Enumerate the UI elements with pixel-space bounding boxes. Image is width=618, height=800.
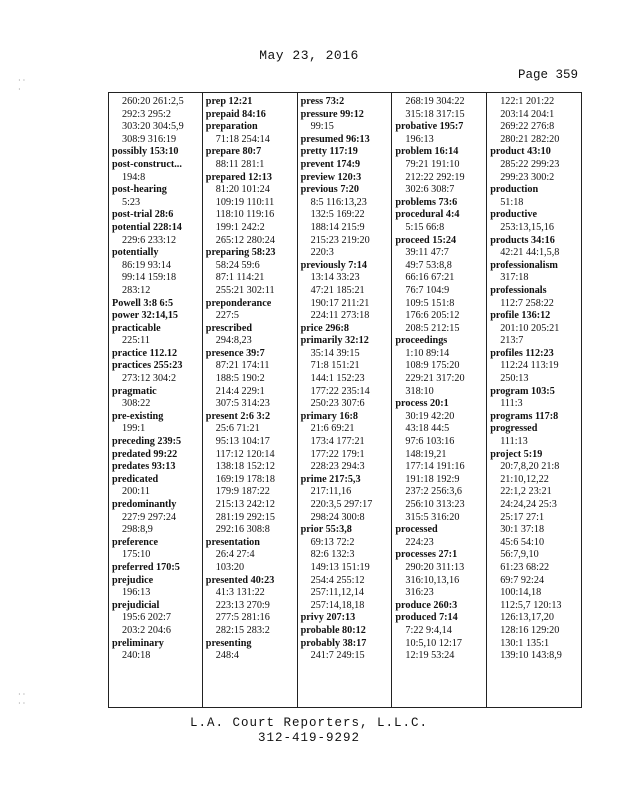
index-entry-refs: 43:18 44:5	[405, 423, 450, 435]
index-entry-word: professionals	[490, 284, 547, 296]
index-entry-word: productive	[490, 209, 537, 221]
index-entry-refs: 223:13 270:9	[215, 599, 270, 611]
index-entry-word: predates 93:13	[112, 461, 176, 473]
footer-reporter-name: L.A. Court Reporters, L.L.C.	[189, 716, 429, 730]
index-column-2	[203, 93, 298, 707]
index-entry-refs: 45:6 54:10	[500, 536, 545, 548]
index-entry-refs: 224:23	[405, 536, 434, 548]
index-entry-word: prep 12:21	[205, 96, 253, 107]
index-entry-refs: 39:11 47:7	[405, 247, 449, 259]
index-entry-refs: 109:5 151:8	[405, 297, 455, 309]
index-entry-refs: 86:19 93:14	[122, 259, 171, 271]
index-entry-refs: 212:22 292:19	[405, 171, 465, 183]
index-entry-refs: 194:8	[122, 171, 146, 183]
index-entry-word: preceding 239:5	[112, 436, 182, 448]
index-entry-refs: 282:15 283:2	[215, 624, 270, 636]
index-entry-refs: 111:13	[500, 436, 528, 448]
index-entry-refs: 253:13,15,16	[500, 221, 554, 233]
index-entry-refs: 229:6 233:12	[122, 234, 177, 246]
index-entry-word: produce 260:3	[395, 599, 458, 611]
index-entry-refs: 148:19,21	[405, 448, 447, 460]
index-entry-refs: 126:13,17,20	[500, 612, 554, 624]
index-entry-word: previous 7:20	[300, 184, 359, 196]
index-entry-refs: 195:6 202:7	[122, 612, 171, 624]
index-entry-word: project 5:19	[490, 448, 543, 460]
index-entry-word: prepare 80:7	[205, 146, 262, 158]
index-entry-refs: 79:21 191:10	[405, 158, 460, 170]
index-entry-word: predominantly	[112, 499, 177, 510]
index-entry-refs: 220:3,5 297:17	[310, 499, 373, 510]
index-entry-word: product 43:10	[490, 146, 551, 158]
index-entry-refs: 177:22 235:14	[310, 385, 370, 397]
index-entry-word: presence 39:7	[205, 347, 265, 359]
index-entry-refs: 95:13 104:17	[215, 436, 270, 448]
index-entry-word: products 34:16	[490, 234, 555, 246]
index-entry-refs: 35:14 39:15	[310, 347, 360, 359]
index-entry-refs: 196:13	[122, 587, 151, 599]
index-entry-refs: 199:1 242:2	[215, 221, 265, 233]
index-entry-refs: 30:1 37:18	[500, 524, 545, 536]
index-entry-refs: 220:3	[310, 247, 334, 259]
index-entry-refs: 188:14 215:9	[310, 221, 365, 233]
index-entry-refs: 256:10 313:23	[405, 499, 465, 510]
index-entry-refs: 41:3 131:22	[215, 587, 265, 599]
index-entry-refs: 8:5 116:13,23	[310, 196, 367, 208]
index-entry-refs: 58:24 59:6	[215, 259, 260, 271]
index-entry-refs: 30:19 42:20	[405, 410, 455, 422]
index-entry-word: present 2:6 3:2	[205, 410, 271, 422]
index-entry-refs: 173:4 177:21	[310, 436, 365, 448]
index-entry-word: prejudice	[112, 574, 154, 586]
index-entry-word: prior 55:3,8	[300, 524, 352, 536]
index-entry-refs: 308:22	[122, 398, 151, 410]
index-entry-word: press 73:2	[300, 96, 345, 107]
index-entry-refs: 257:11,12,14	[310, 587, 364, 599]
index-entry-refs: 316:10,13,16	[405, 574, 460, 586]
index-entry-refs: 87:1 114:21	[215, 272, 265, 284]
index-entry-refs: 5:23	[122, 196, 141, 208]
index-entry-refs: 257:14,18,18	[310, 599, 365, 611]
index-entry-refs: 25:6 71:21	[215, 423, 260, 435]
index-column-3	[298, 93, 393, 707]
index-entry-word: Powell 3:8 6:5	[112, 297, 174, 309]
index-entry-word: prime 217:5,3	[300, 473, 361, 485]
index-column-5	[487, 93, 582, 707]
index-entry-word: problems 73:6	[395, 196, 458, 208]
index-entry-word: presentation	[205, 536, 260, 548]
index-entry-refs: 42:21 44:1,5,8	[500, 247, 560, 259]
index-entry-refs: 128:16 129:20	[500, 624, 560, 636]
index-entry-word: possibly 153:10	[112, 146, 179, 158]
index-entry-refs: 138:18 152:12	[215, 461, 275, 473]
index-entry-word: process 20:1	[395, 398, 449, 410]
index-entry-word: power 32:14,15	[112, 310, 179, 322]
index-entry-refs: 203:14 204:1	[500, 108, 555, 120]
index-entry-refs: 299:23 300:2	[500, 171, 555, 183]
index-entry-word: programs 117:8	[490, 410, 559, 422]
index-entry-refs: 100:14,18	[500, 587, 542, 599]
index-entry-refs: 7:22 9:4,14	[405, 624, 452, 636]
index-entry-refs: 224:11 273:18	[310, 310, 370, 322]
index-entry-word: preponderance	[205, 297, 272, 309]
index-entry-refs: 260:20 261:2,5	[122, 96, 184, 107]
index-entry-refs: 191:18 192:9	[405, 473, 460, 485]
index-entry-refs: 315:18 317:15	[405, 108, 465, 120]
index-entry-refs: 175:10	[122, 549, 151, 561]
index-entry-refs: 1:10 89:14	[405, 347, 450, 359]
index-entry-word: practice 112.12	[112, 347, 178, 359]
index-entry-word: preview 120:3	[300, 171, 362, 183]
index-entry-refs: 99:15	[310, 121, 334, 133]
index-entry-word: processes 27:1	[395, 549, 458, 561]
index-entry-refs: 228:23 294:3	[310, 461, 365, 473]
index-entry-refs: 241:7 249:15	[310, 650, 365, 662]
index-entry-word: preparation	[205, 121, 258, 133]
index-entry-refs: 22:1,2 23:21	[500, 486, 552, 498]
index-entry-refs: 227:9 297:24	[122, 511, 177, 523]
index-entry-refs: 112:24 113:19	[500, 360, 559, 372]
index-entry-refs: 203:2 204:6	[122, 624, 171, 636]
index-entry-refs: 215:13 242:12	[215, 499, 275, 510]
index-entry-refs: 318:10	[405, 385, 434, 397]
index-entry-word: prejudicial	[112, 599, 160, 611]
index-entry-refs: 169:19 178:18	[215, 473, 275, 485]
index-entry-word: potential 228:14	[112, 221, 182, 233]
index-entry-word: probative 195:7	[395, 121, 464, 133]
index-entry-word: proceed 15:24	[395, 234, 457, 246]
index-entry-word: primary 16:8	[300, 410, 359, 422]
index-column-4	[392, 93, 487, 707]
index-entry-refs: 112:5,7 120:13	[500, 599, 562, 611]
index-entry-word: prepaid 84:16	[205, 108, 266, 120]
index-entry-refs: 225:11	[122, 335, 150, 347]
index-entry-word: prepared 12:13	[205, 171, 272, 183]
index-entry-word: post-hearing	[112, 184, 167, 196]
index-entry-word: post-construct...	[112, 158, 182, 170]
index-entry-word: presented 40:23	[205, 574, 275, 586]
index-entry-refs: 139:10 143:8,9	[500, 650, 562, 662]
index-entry-refs: 280:21 282:20	[500, 133, 560, 145]
index-entry-word: proceedings	[395, 335, 448, 347]
index-entry-word: pragmatic	[112, 385, 157, 397]
index-entry-refs: 188:5 190:2	[215, 373, 265, 385]
word-index-table	[108, 92, 582, 708]
index-entry-refs: 298:24 300:8	[310, 511, 365, 523]
index-entry-refs: 307:5 314:23	[215, 398, 270, 410]
index-entry-word: probable 80:12	[300, 624, 366, 636]
index-entry-refs: 21:6 69:21	[310, 423, 355, 435]
index-entry-refs: 81:20 101:24	[215, 184, 270, 196]
index-entry-refs: 111:3	[500, 398, 523, 410]
index-entry-refs: 268:19 304:22	[405, 96, 465, 107]
index-entry-word: profiles 112:23	[490, 347, 554, 359]
index-entry-refs: 229:21 317:20	[405, 373, 465, 385]
index-entry-word: presenting	[205, 637, 252, 649]
index-entry-refs: 88:11 281:1	[215, 158, 265, 170]
index-entry-refs: 292:16 308:8	[215, 524, 270, 536]
index-entry-refs: 144:1 152:23	[310, 373, 365, 385]
index-entry-refs: 49:7 53:8,8	[405, 259, 452, 271]
index-entry-refs: 76:7 104:9	[405, 284, 450, 296]
index-entry-refs: 56:7,9,10	[500, 549, 539, 561]
index-entry-word: problem 16:14	[395, 146, 459, 158]
index-entry-refs: 213:7	[500, 335, 524, 347]
index-entry-refs: 196:13	[405, 133, 434, 145]
index-entry-refs: 200:11	[122, 486, 150, 498]
index-entry-refs: 201:10 205:21	[500, 322, 560, 334]
index-entry-refs: 269:22 276:8	[500, 121, 555, 133]
index-entry-word: preference	[112, 536, 159, 548]
index-entry-word: program 103:5	[490, 385, 555, 397]
index-entry-refs: 208:5 212:15	[405, 322, 460, 334]
index-entry-word: preliminary	[112, 637, 164, 649]
index-entry-refs: 47:21 185:21	[310, 284, 365, 296]
index-entry-refs: 69:7 92:24	[500, 574, 545, 586]
index-entry-word: pressure 99:12	[300, 108, 364, 120]
index-entry-refs: 298:8,9	[122, 524, 153, 536]
index-entry-refs: 317:18	[500, 272, 529, 284]
index-entry-word: pretty 117:19	[300, 146, 358, 158]
index-entry-refs: 20:7,8,20 21:8	[500, 461, 560, 473]
index-entry-refs: 199:1	[122, 423, 146, 435]
index-entry-refs: 149:13 151:19	[310, 561, 370, 573]
index-entry-refs: 255:21 302:11	[215, 284, 275, 296]
index-entry-refs: 25:17 27:1	[500, 511, 545, 523]
index-entry-refs: 103:20	[215, 561, 245, 573]
punch-hole-mark-top: · · ·	[18, 76, 26, 94]
index-entry-refs: 21:10,12,22	[500, 473, 549, 485]
index-entry-refs: 303:20 304:5,9	[122, 121, 184, 133]
index-entry-refs: 292:3 295:2	[122, 108, 171, 120]
index-entry-word: progressed	[490, 423, 538, 435]
index-entry-word: price 296:8	[300, 322, 349, 334]
index-entry-refs: 12:19 53:24	[405, 650, 455, 662]
index-entry-refs: 283:12	[122, 284, 151, 296]
index-entry-word: practicable	[112, 322, 161, 334]
index-entry-refs: 302:6 308:7	[405, 184, 455, 196]
index-entry-refs: 237:2 256:3,6	[405, 486, 462, 498]
index-entry-word: privy 207:13	[300, 612, 356, 624]
index-entry-word: processed	[395, 524, 438, 536]
index-entry-word: procedural 4:4	[395, 209, 460, 221]
index-entry-refs: 99:14 159:18	[122, 272, 177, 284]
index-entry-refs: 10:5,10 12:17	[405, 637, 462, 649]
index-entry-refs: 87:21 174:11	[215, 360, 270, 372]
index-entry-word: profile 136:12	[490, 310, 551, 322]
index-entry-refs: 177:22 179:1	[310, 448, 365, 460]
punch-hole-mark-bottom: · · · ·	[18, 690, 26, 708]
index-entry-refs: 109:19 110:11	[215, 196, 275, 208]
index-entry-refs: 217:11,16	[310, 486, 352, 498]
index-entry-refs: 132:5 169:22	[310, 209, 365, 221]
index-entry-word: predicated	[112, 473, 159, 485]
index-entry-refs: 26:4 27:4	[215, 549, 255, 561]
index-entry-refs: 61:23 68:22	[500, 561, 550, 573]
index-entry-refs: 82:6 132:3	[310, 549, 355, 561]
index-entry-refs: 265:12 280:24	[215, 234, 275, 246]
index-entry-word: practices 255:23	[112, 360, 183, 372]
index-entry-refs: 13:14 33:23	[310, 272, 360, 284]
index-entry-word: predated 99:22	[112, 448, 178, 460]
index-entry-refs: 5:15 66:8	[405, 221, 445, 233]
index-entry-refs: 24:24,24 25:3	[500, 499, 557, 510]
index-entry-refs: 281:19 292:15	[215, 511, 275, 523]
index-entry-refs: 108:9 175:20	[405, 360, 460, 372]
index-entry-refs: 112:7 258:22	[500, 297, 554, 309]
index-entry-refs: 308:9 316:19	[122, 133, 177, 145]
footer-phone: 312-419-9292	[257, 731, 360, 745]
index-entry-word: preferred 170:5	[112, 561, 180, 573]
index-column-1	[108, 93, 203, 707]
index-entry-refs: 179:9 187:22	[215, 486, 270, 498]
index-entry-refs: 122:1 201:22	[500, 96, 555, 107]
index-entry-word: potentially	[112, 247, 159, 259]
index-entry-refs: 177:14 191:16	[405, 461, 465, 473]
index-entry-refs: 277:5 281:16	[215, 612, 270, 624]
index-entry-refs: 240:18	[122, 650, 151, 662]
index-entry-refs: 273:12 304:2	[122, 373, 177, 385]
index-entry-word: presumed 96:13	[300, 133, 370, 145]
index-entry-word: prescribed	[205, 322, 253, 334]
index-entry-refs: 315:5 316:20	[405, 511, 460, 523]
index-entry-refs: 66:16 67:21	[405, 272, 455, 284]
index-entry-word: probably 38:17	[300, 637, 367, 649]
index-entry-refs: 69:13 72:2	[310, 536, 355, 548]
index-entry-refs: 51:18	[500, 196, 524, 208]
index-entry-word: preparing 58:23	[205, 247, 276, 259]
index-entry-refs: 130:1 135:1	[500, 637, 550, 649]
index-entry-refs: 254:4 255:12	[310, 574, 365, 586]
header-date: May 23, 2016	[259, 48, 359, 63]
index-entry-refs: 214:4 229:1	[215, 385, 265, 397]
index-entry-refs: 71:18 254:14	[215, 133, 270, 145]
index-entry-word: pre-existing	[112, 410, 164, 422]
index-entry-word: prevent 174:9	[300, 158, 361, 170]
index-entry-refs: 190:17 211:21	[310, 297, 370, 309]
index-entry-refs: 285:22 299:23	[500, 158, 560, 170]
index-entry-refs: 290:20 311:13	[405, 561, 465, 573]
index-entry-word: production	[490, 184, 539, 196]
index-entry-word: previously 7:14	[300, 259, 367, 271]
page-number: Page 359	[517, 68, 578, 82]
index-entry-refs: 294:8,23	[215, 335, 252, 347]
index-entry-word: produced 7:14	[395, 612, 458, 624]
index-entry-refs: 97:6 103:16	[405, 436, 455, 448]
index-entry-word: professionalism	[490, 259, 558, 271]
index-entry-word: primarily 32:12	[300, 335, 369, 347]
index-entry-word: post-trial 28:6	[112, 209, 174, 221]
index-entry-refs: 250:13	[500, 373, 529, 385]
index-entry-refs: 118:10 119:16	[215, 209, 275, 221]
index-entry-refs: 250:23 307:6	[310, 398, 365, 410]
index-entry-refs: 71:8 151:21	[310, 360, 360, 372]
index-entry-refs: 316:23	[405, 587, 434, 599]
index-entry-refs: 227:5	[215, 310, 240, 322]
index-entry-refs: 117:12 120:14	[215, 448, 275, 460]
index-entry-refs: 248:4	[215, 650, 240, 662]
index-entry-refs: 176:6 205:12	[405, 310, 460, 322]
index-entry-refs: 215:23 219:20	[310, 234, 370, 246]
